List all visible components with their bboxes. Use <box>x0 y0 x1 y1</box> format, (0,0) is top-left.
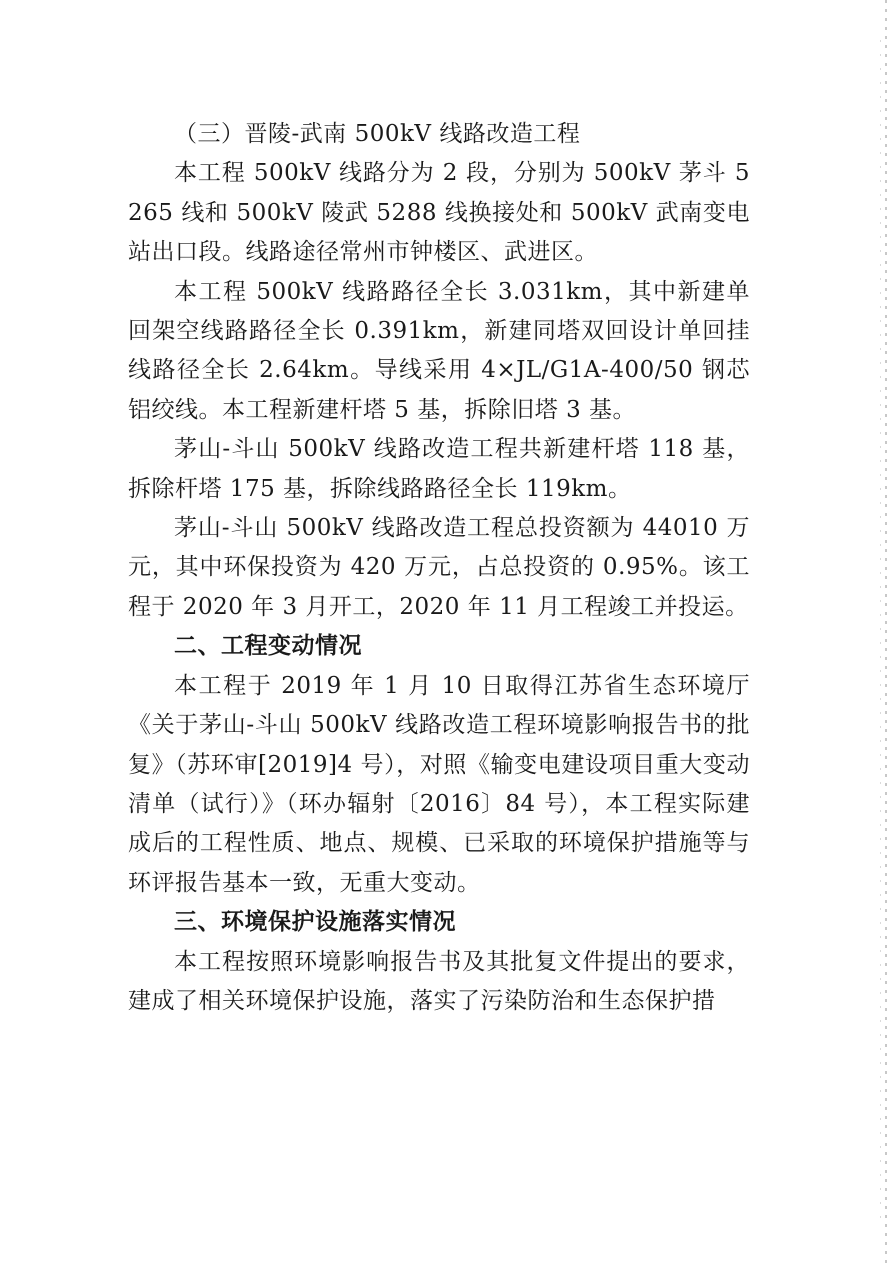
paragraph-env-measures: 本工程按照环境影响报告书及其批复文件提出的要求，建成了相关环境保护设施，落实了污染防治和生态保护措 <box>128 948 750 1014</box>
section-3-title: （三）晋陵-武南 500kV 线路改造工程 <box>174 121 581 147</box>
paragraph-route-length: 本工程 500kV 线路路径全长 3.031km，其中新建单回架空线路路径全长 0.391km，新建同塔双回设计单回挂线路径全长 2.64km。导线采用 4×JL/G1A-400/50 钢芯铝绞线。本工程新建杆塔 5 基，拆除旧塔 3 基。 <box>128 278 750 423</box>
paragraph-line-segments: 本工程 500kV 线路分为 2 段，分别为 500kV 茅斗 5265 线和 500kV 陵武 5288 线换接处和 500kV 武南变电站出口段。线路途径常州市钟楼区、武进区。 <box>128 160 750 266</box>
paragraph-approval: 本工程于 2019 年 1 月 10 日取得江苏省生态环境厅《关于茅山-斗山 500kV 线路改造工程环境影响报告书的批复》（苏环审[2019]4 号），对照《输变电建设项目重大变动清单（试行）》（环办辐射〔2016〕84 号），本工程实际建成后的工程性质、地点、规模、已采取的环境保护措施等与环评报告基本一致，无重大变动。 <box>128 672 750 896</box>
document-body <box>128 115 750 1021</box>
heading-project-changes: 二、工程变动情况 <box>174 633 362 660</box>
scan-edge-artifact-inner <box>880 40 881 1220</box>
paragraph-investment: 茅山-斗山 500kV 线路改造工程总投资额为 44010 万元，其中环保投资为 420 万元，占总投资的 0.95%。该工程于 2020 年 3 月开工，2020 年 11 月工程竣工并投运。 <box>128 515 750 620</box>
scan-edge-artifact <box>885 0 887 1263</box>
heading-env-protection: 三、环境保护设施落实情况 <box>174 909 456 936</box>
paragraph-towers: 茅山-斗山 500kV 线路改造工程共新建杆塔 118 基，拆除杆塔 175 基，拆除线路路径全长 119km。 <box>128 436 750 502</box>
